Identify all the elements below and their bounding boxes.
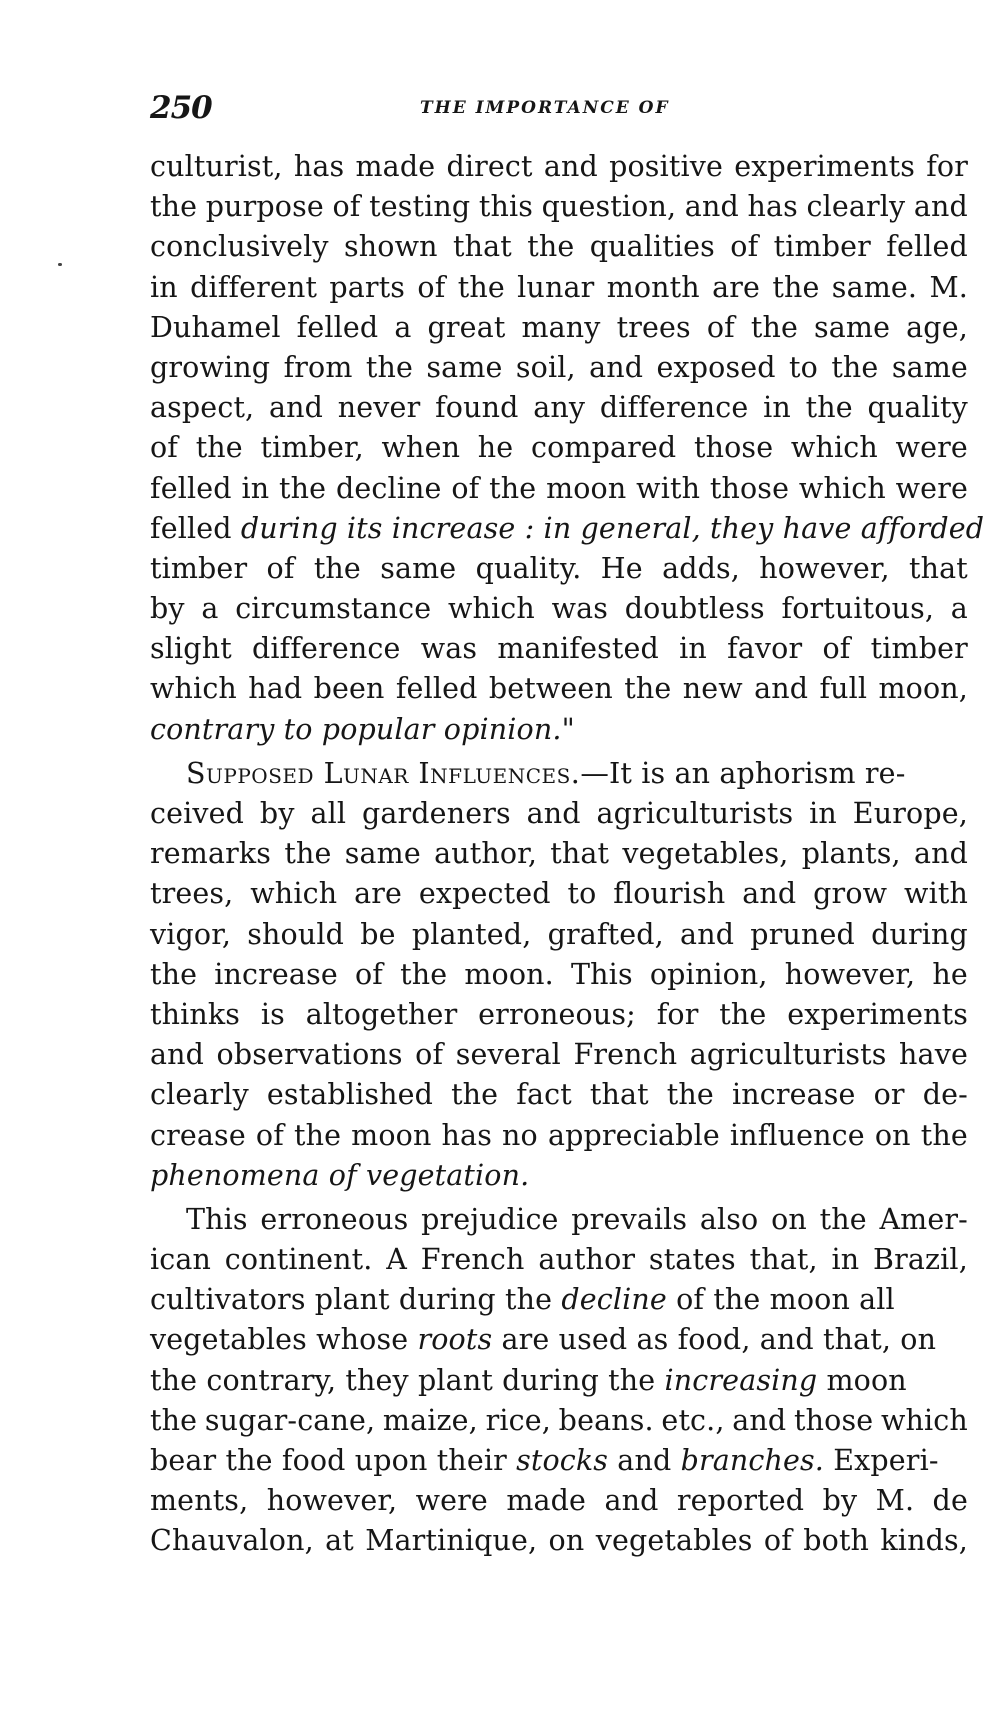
text-line: felled in the decline of the moon with those which were xyxy=(150,471,968,505)
paragraph-3 xyxy=(150,1200,968,1562)
text-line: conclusively shown that the qualities of timber felled xyxy=(150,230,968,264)
text-line xyxy=(150,509,985,549)
text-line: by a circumstance which was doubtless fortuitous, a xyxy=(150,592,968,626)
italic-run: during its increase : in general, they have afforded xyxy=(240,511,985,545)
text-run: Experi- xyxy=(824,1444,939,1477)
text-line: thinks is altogether erroneous; for the experiments xyxy=(150,997,968,1031)
italic-run: contrary to popular opinion. xyxy=(150,712,562,746)
text-line xyxy=(150,1441,968,1481)
text-line: of the timber, when he compared those which were xyxy=(150,431,968,465)
italic-run: increasing xyxy=(664,1363,818,1397)
text-line: phenomena of vegetation. xyxy=(150,1158,530,1192)
text-line: clearly established the fact that the increase or de- xyxy=(150,1078,968,1112)
closing-quote: " xyxy=(561,712,575,746)
text-line: culturist, has made direct and positive experiments for xyxy=(150,150,968,183)
text-run: of the moon all xyxy=(666,1283,895,1317)
text-line: ican continent. A French author states that, in Brazil, xyxy=(150,1243,968,1277)
text-line xyxy=(150,1320,968,1360)
text-run: —It is an aphorism re- xyxy=(580,756,906,790)
text-line: slight difference was manifested in favor of timber xyxy=(150,632,968,666)
text-line: aspect, and never found any difference in the quality xyxy=(150,391,968,425)
italic-run: roots xyxy=(417,1323,493,1357)
text-run: bear the food upon their xyxy=(150,1444,517,1477)
text-line: Duhamel felled a great many trees of the same age, xyxy=(150,310,968,344)
text-line: crease of the moon has no appreciable influence on the xyxy=(150,1118,968,1152)
italic-run: branches. xyxy=(680,1444,824,1477)
text-run: felled xyxy=(150,511,241,545)
section-heading: Supposed Lunar Influences. xyxy=(186,756,581,790)
text-line: growing from the same soil, and exposed to the same xyxy=(150,350,968,384)
text-line: ments, however, were made and reported by M. de xyxy=(150,1484,968,1518)
text-line: the sugar-cane, maize, rice, beans. etc., and those which xyxy=(150,1403,968,1437)
text-line: trees, which are expected to flourish and grow with xyxy=(150,877,968,911)
text-line: remarks the same author, that vegetables, plants, and xyxy=(150,837,968,871)
text-line: ceived by all gardeners and agriculturists in Europe, xyxy=(150,797,968,830)
text-line: the purpose of testing this question, and has clearly and xyxy=(150,190,968,224)
text-run: and xyxy=(608,1444,681,1477)
text-line: and observations of several French agriculturists have xyxy=(150,1038,968,1072)
text-run: moon xyxy=(817,1363,907,1397)
text-line: which had been felled between the new and full moon, xyxy=(150,672,968,706)
italic-run: stocks xyxy=(516,1444,609,1477)
ink-speck xyxy=(58,263,62,266)
text-line xyxy=(150,1280,968,1320)
page-number: 250 xyxy=(150,90,212,126)
text-run: the contrary, they plant during the xyxy=(150,1363,665,1397)
text-line: in different parts of the lunar month are the same. M. xyxy=(150,270,968,304)
text-run: cultivators plant during the xyxy=(150,1283,562,1317)
italic-run: decline xyxy=(561,1283,667,1317)
text-line xyxy=(150,754,968,794)
text-line xyxy=(150,1361,968,1401)
body-text xyxy=(150,147,985,1562)
text-line xyxy=(150,710,968,750)
text-run: are used as food, and that, on xyxy=(492,1323,937,1357)
text-line: the increase of the moon. This opinion, however, he xyxy=(150,957,968,991)
text-line: timber of the same quality. He adds, however, that xyxy=(150,551,968,585)
running-head: THE IMPORTANCE OF xyxy=(420,98,670,118)
text-run: vegetables whose xyxy=(150,1323,418,1357)
paragraph-1 xyxy=(150,147,985,750)
page-header xyxy=(150,90,967,130)
paragraph-2 xyxy=(150,754,968,1196)
text-line: vigor, should be planted, grafted, and pruned during xyxy=(150,917,968,951)
text-line: This erroneous prejudice prevails also on the Amer- xyxy=(186,1202,968,1236)
text-line: Chauvalon, at Martinique, on vegetables of both kinds, xyxy=(150,1524,968,1558)
